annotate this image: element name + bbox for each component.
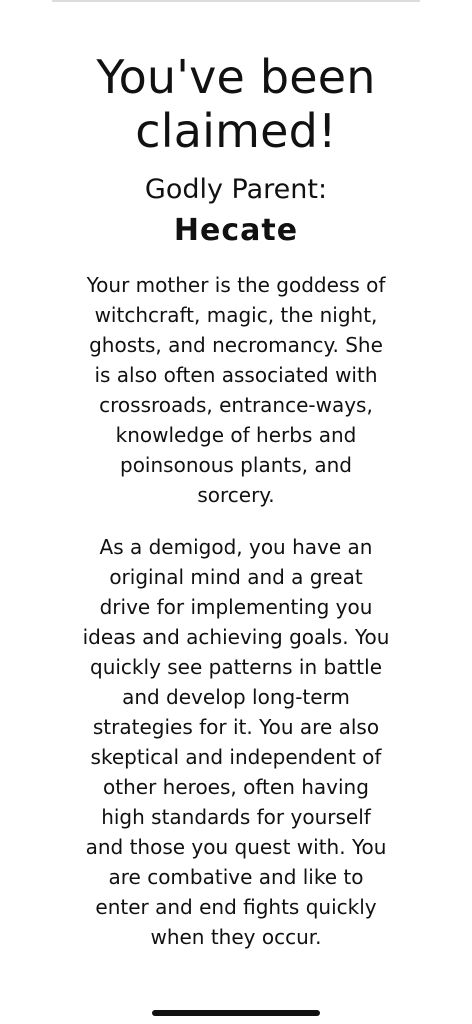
home-indicator[interactable]	[152, 1010, 320, 1016]
demigod-description: As a demigod, you have an original mind and a great drive for implementing you ideas and achieving goals. You quickly see patterns in battle and develop long-term strategies for it. You are also skeptical and independent of other heroes, often having high standards for yourself and those you quest with. You are combative and like to enter and end fights quickly when they occur.	[82, 535, 390, 949]
claim-result-panel	[0, 50, 472, 952]
page-title: You've been claimed!	[96, 50, 376, 158]
top-divider	[52, 0, 420, 2]
godly-parent-name: Hecate	[173, 213, 299, 248]
parent-description: Your mother is the goddess of witchcraft, magic, the night, ghosts, and necromancy. She is also often associated with crossroads, entrance-ways, knowledge of herbs and poinsonous plants, and sorcery.	[86, 273, 386, 507]
godly-parent-label: Godly Parent:	[144, 174, 328, 205]
